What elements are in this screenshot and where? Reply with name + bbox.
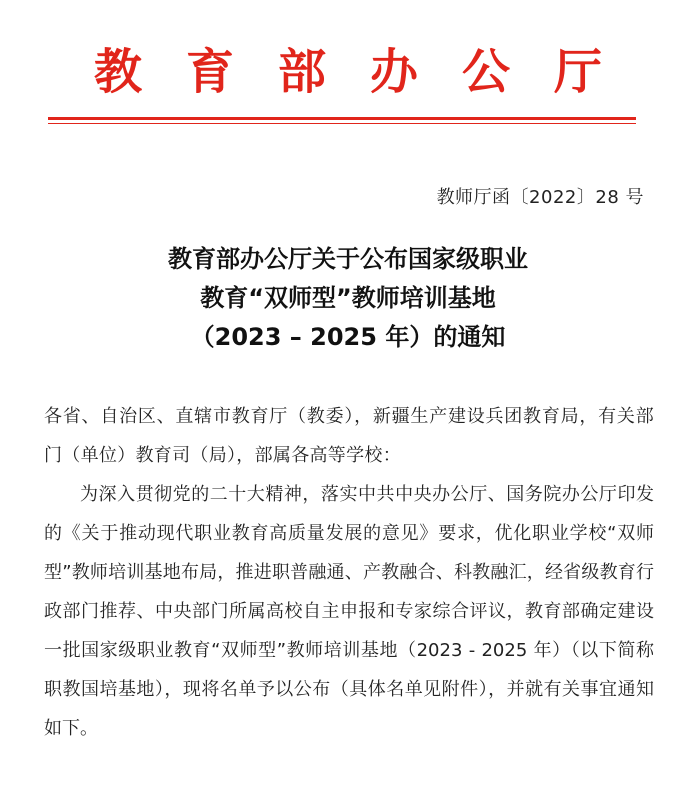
document-number: 教师厅函〔2022〕28 号 (436, 187, 644, 208)
letterhead-title: 教育部办公厅 (93, 43, 646, 100)
document-title (0, 240, 696, 357)
letterhead-red-rule-thin (48, 123, 636, 124)
title-line-2: 教育“双师型”教师培训基地 (200, 284, 496, 312)
title-line-3: （2023 – 2025 年）的通知 (190, 323, 506, 351)
letterhead-red-rule (48, 117, 636, 120)
document-body (44, 397, 654, 748)
salutation-text: 各省、自治区、直辖市教育厅（教委），新疆生产建设兵团教育局，有关部门（单位）教育司（局），部属各高等学校： (44, 406, 654, 466)
title-line-1: 教育部办公厅关于公布国家级职业 (168, 245, 528, 273)
body-paragraph: 为深入贯彻党的二十大精神，落实中共中央办公厅、国务院办公厅印发的《关于推动现代职业教育高质量发展的意见》要求，优化职业学校“双师型”教师培训基地布局，推进职普融通、产教融合、科教融汇，经省级教育行政部门推荐、中央部门所属高校自主申报和专家综合评议，教育部确定建设一批国家级职业教育“双师型”教师培训基地（2023 - 2025 年）（以下简称职教国培基地），现将名单予以公布（具体名单见附件），并就有关事宜通知如下。 (44, 484, 654, 739)
